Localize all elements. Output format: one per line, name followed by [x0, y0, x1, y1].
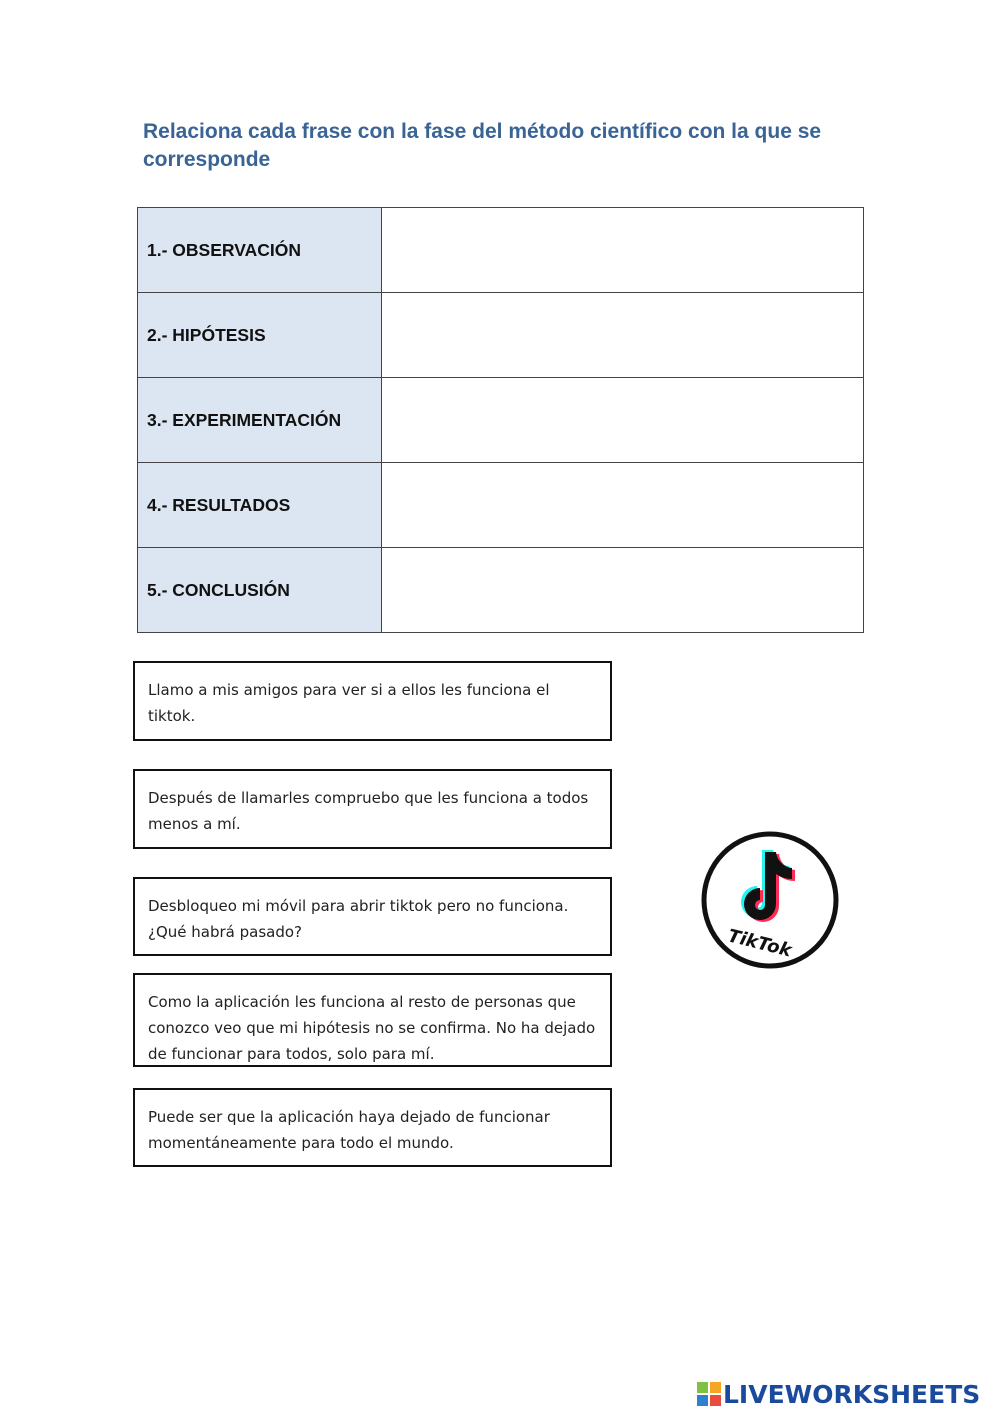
answer-drop-zone-4[interactable]	[382, 463, 864, 548]
table-row	[138, 463, 864, 548]
table-row	[138, 378, 864, 463]
sentence-card-4[interactable]: Como la aplicación les funciona al resto de personas que conozco veo que mi hipótesis no se confirma. No ha dejado de funcionar para todos, solo para mí.	[133, 973, 612, 1067]
phase-label-observacion: 1.- OBSERVACIÓN	[138, 208, 382, 293]
answer-drop-zone-3[interactable]	[382, 378, 864, 463]
liveworksheets-brand	[697, 1377, 980, 1411]
sentence-card-5[interactable]: Puede ser que la aplicación haya dejado de funcionar momentáneamente para todo el mundo.	[133, 1088, 612, 1167]
tiktok-logo-text: TikTok	[725, 925, 794, 962]
answer-drop-zone-2[interactable]	[382, 293, 864, 378]
liveworksheets-logo-icon	[697, 1382, 721, 1406]
table-row	[138, 548, 864, 633]
phase-label-conclusion: 5.- CONCLUSIÓN	[138, 548, 382, 633]
phase-label-resultados: 4.- RESULTADOS	[138, 463, 382, 548]
page-title: Relaciona cada frase con la fase del método científico con la que se corresponde	[143, 120, 822, 171]
liveworksheets-wordmark: LIVEWORKSHEETS	[723, 1379, 981, 1409]
phases-table	[137, 207, 864, 633]
tiktok-logo-icon	[700, 830, 840, 970]
answer-drop-zone-5[interactable]	[382, 548, 864, 633]
sentence-card-2[interactable]: Después de llamarles compruebo que les funciona a todos menos a mí.	[133, 769, 612, 849]
phase-label-experimentacion: 3.- EXPERIMENTACIÓN	[138, 378, 382, 463]
sentence-card-3[interactable]: Desbloqueo mi móvil para abrir tiktok pero no funciona. ¿Qué habrá pasado?	[133, 877, 612, 956]
table-row	[138, 208, 864, 293]
table-row	[138, 293, 864, 378]
answer-drop-zone-1[interactable]	[382, 208, 864, 293]
sentence-card-1[interactable]: Llamo a mis amigos para ver si a ellos les funciona el tiktok.	[133, 661, 612, 741]
phase-label-hipotesis: 2.- HIPÓTESIS	[138, 293, 382, 378]
